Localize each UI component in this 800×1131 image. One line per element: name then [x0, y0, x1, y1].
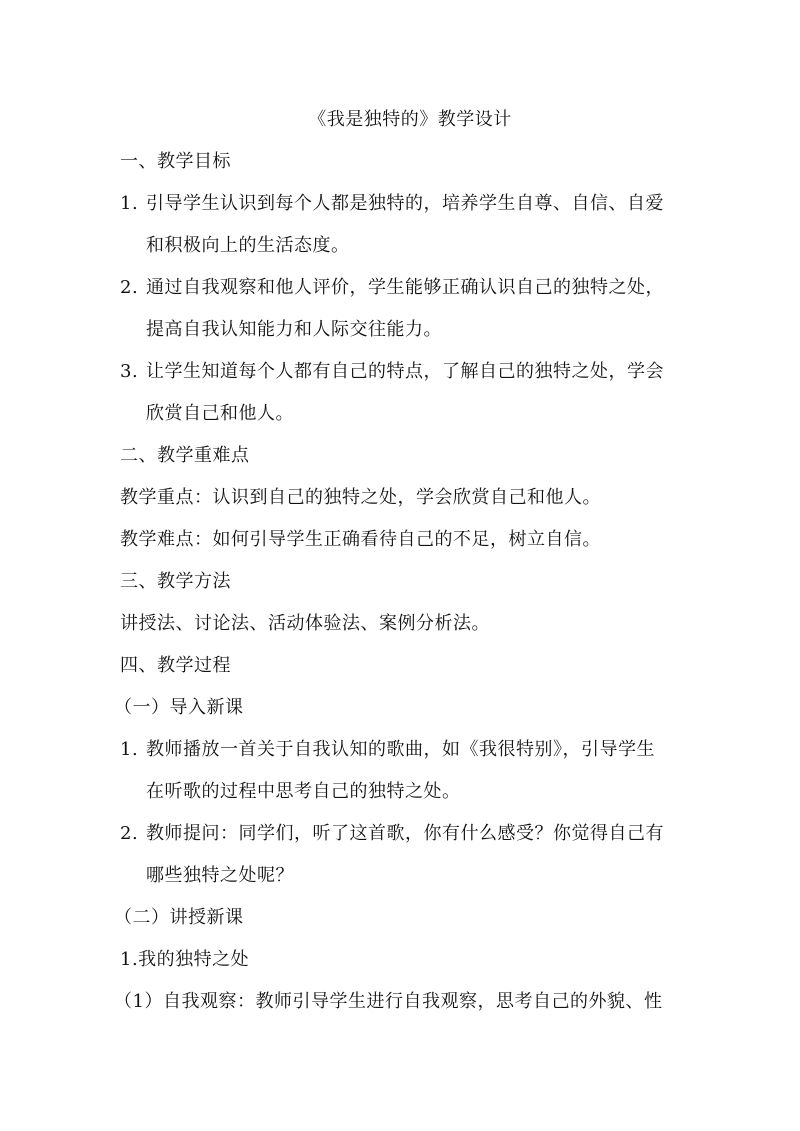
goal-item-3-continued: 欣赏自己和他人。	[146, 403, 294, 424]
process-item-2-continued: 哪些独特之处呢？	[146, 865, 294, 886]
goal-item-3	[120, 360, 664, 384]
goal-number: 1.	[120, 193, 139, 214]
process-item-2	[120, 822, 664, 846]
goal-number: 3.	[120, 361, 139, 382]
goal-text: 引导学生认识到每个人都是独特的，培养学生自尊、自信、自爱	[146, 193, 664, 214]
goal-number: 2.	[120, 277, 139, 298]
section-heading-goals: 一、教学目标	[120, 151, 231, 172]
methods-text: 讲授法、讨论法、活动体验法、案例分析法。	[120, 613, 490, 634]
goal-item-1-continued: 和积极向上的生活态度。	[146, 235, 350, 256]
process-part-1-title: （一）导入新课	[114, 697, 244, 718]
goal-item-2-continued: 提高自我认知能力和人际交往能力。	[146, 319, 442, 340]
process-number: 2.	[120, 823, 139, 844]
section-heading-methods: 三、教学方法	[120, 571, 231, 592]
process-text: 教师提问：同学们，听了这首歌，你有什么感受？你觉得自己有	[146, 823, 664, 844]
section-heading-key-points: 二、教学重难点	[120, 445, 250, 466]
process-part-2-title: （二）讲授新课	[114, 907, 244, 928]
process-item-1	[120, 738, 655, 762]
subsection-item-1: （1）自我观察：教师引导学生进行自我观察，思考自己的外貌、性	[114, 991, 663, 1012]
document-title: 《我是独特的》教学设计	[308, 109, 512, 130]
goal-text: 通过自我观察和他人评价，学生能够正确认识自己的独特之处，	[146, 277, 664, 298]
process-text: 教师播放一首关于自我认知的歌曲，如《我很特别》，引导学生	[146, 739, 655, 760]
section-heading-process: 四、教学过程	[120, 655, 231, 676]
subsection-title: 1.我的独特之处	[120, 949, 250, 970]
goal-item-2	[120, 276, 664, 300]
process-number: 1.	[120, 739, 139, 760]
process-item-1-continued: 在听歌的过程中思考自己的独特之处。	[146, 781, 461, 802]
goal-item-1	[120, 192, 664, 216]
difficult-point-text: 教学难点：如何引导学生正确看待自己的不足，树立自信。	[120, 529, 601, 550]
goal-text: 让学生知道每个人都有自己的特点，了解自己的独特之处，学会	[146, 361, 664, 382]
key-point-text: 教学重点：认识到自己的独特之处，学会欣赏自己和他人。	[120, 487, 601, 508]
